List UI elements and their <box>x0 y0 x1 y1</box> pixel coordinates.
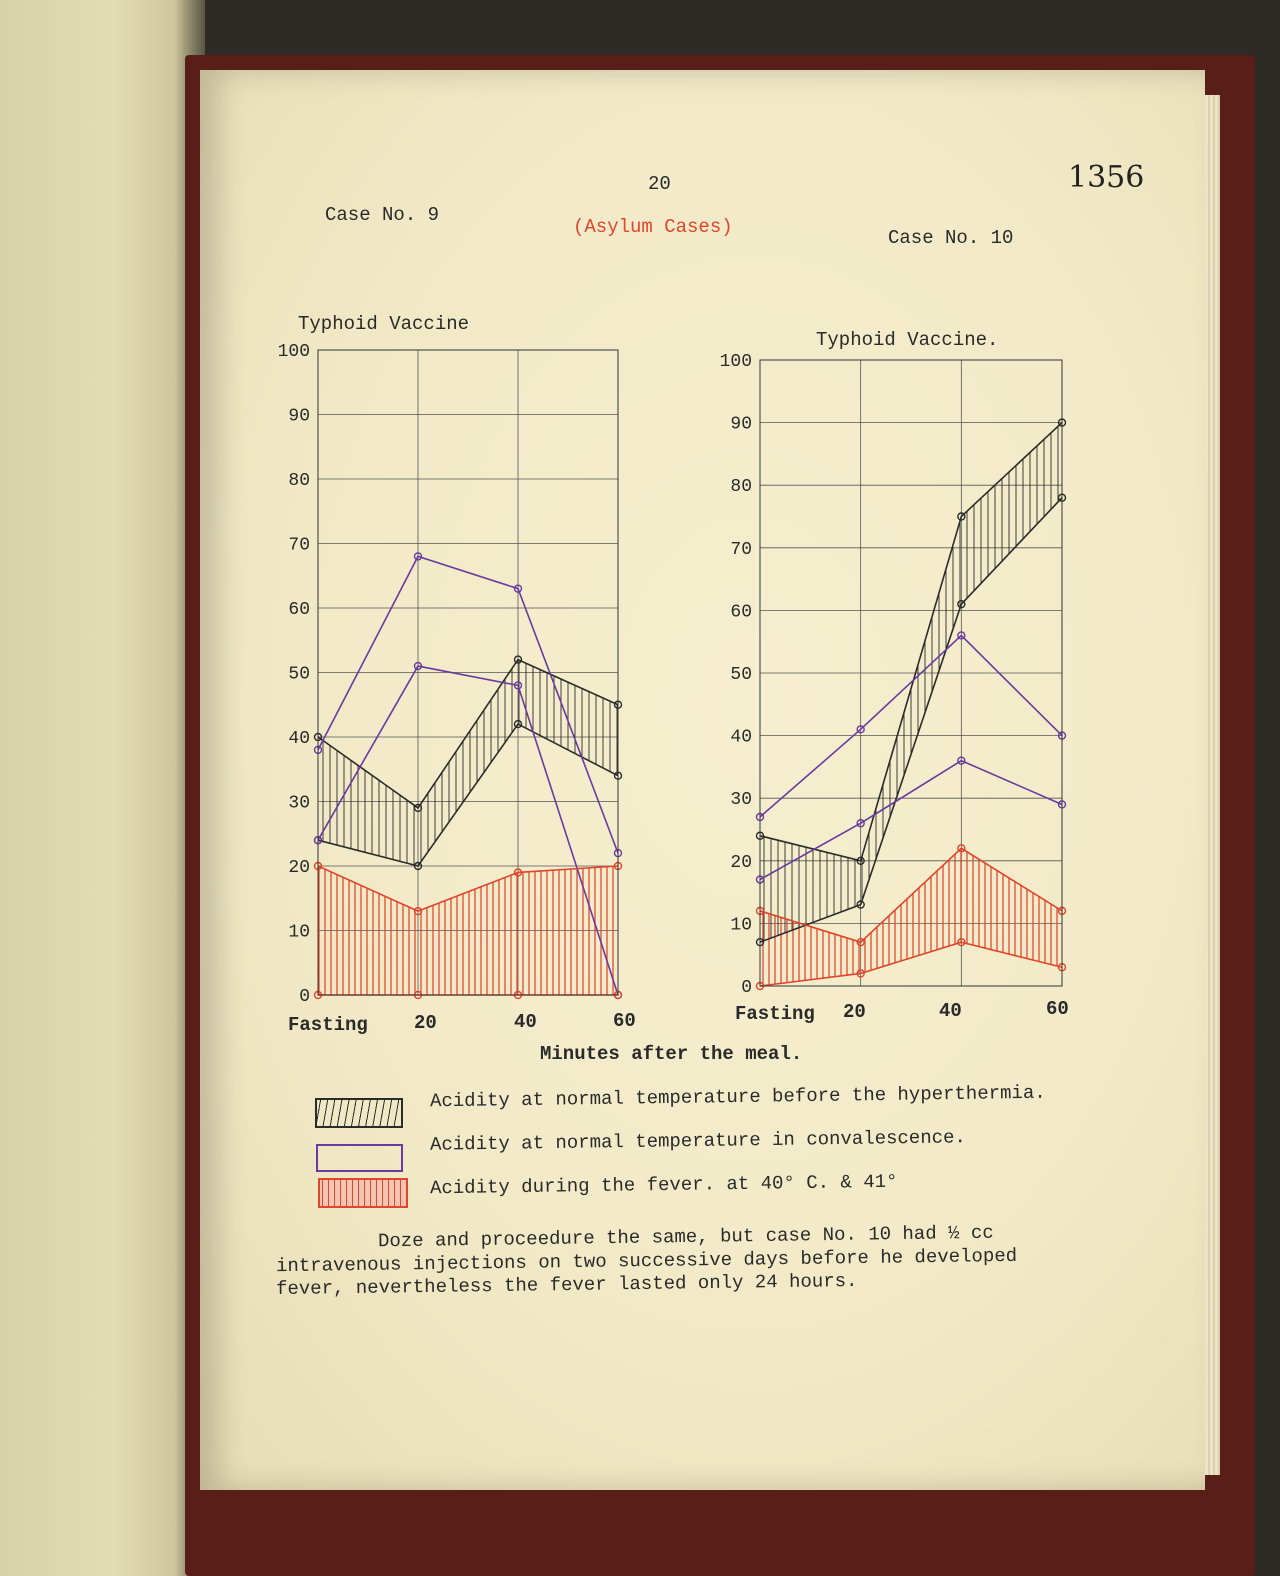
y-tick-label: 40 <box>288 729 310 749</box>
legend-label-fever: Acidity during the fever. at 40° C. & 41° <box>429 1170 898 1200</box>
y-tick-label: 30 <box>730 790 752 811</box>
asylum-cases-note: (Asylum Cases) <box>573 216 733 238</box>
legend-label-convalescence: Acidity at normal temperature in convalescence. <box>429 1126 967 1156</box>
y-tick-label: 10 <box>730 915 752 936</box>
y-tick-label: 50 <box>288 664 310 685</box>
caption-line: fever, nevertheless the fever lasted only 24 hours. <box>275 1269 858 1301</box>
legend-swatch-fever <box>318 1178 408 1208</box>
x-axis-label: Minutes after the meal. <box>540 1043 803 1065</box>
page-number: 20 <box>648 173 671 195</box>
y-tick-label: 80 <box>730 477 752 498</box>
y-tick-label: 0 <box>299 987 310 1007</box>
y-tick-label: 70 <box>730 539 752 560</box>
y-tick-label: 0 <box>741 978 752 998</box>
y-tick-label: 20 <box>730 852 752 873</box>
y-tick-label: 60 <box>730 602 752 623</box>
y-tick-label: 60 <box>288 600 310 620</box>
y-tick-label: 100 <box>277 342 310 362</box>
chart-1-xtick: 40 <box>514 1011 537 1033</box>
chart-case-9 <box>278 342 622 1007</box>
y-tick-label: 90 <box>730 414 752 435</box>
y-tick-label: 20 <box>288 858 310 878</box>
chart-2-xtick: 60 <box>1046 998 1069 1020</box>
chart-case-10 <box>720 352 1066 998</box>
band-fever <box>318 866 618 995</box>
y-tick-label: 40 <box>730 727 752 748</box>
y-tick-label: 30 <box>288 793 310 814</box>
legend-swatch-before <box>315 1098 403 1128</box>
archive-number: 1356 <box>1068 160 1145 195</box>
y-tick-label: 90 <box>288 406 310 427</box>
y-tick-label: 80 <box>288 471 310 491</box>
y-tick-label: 100 <box>719 352 752 372</box>
y-tick-label: 70 <box>288 535 310 556</box>
legend-label-before: Acidity at normal temperature before the hyperthermia. <box>429 1081 1046 1113</box>
legend-swatch-convalescence <box>316 1144 403 1172</box>
chart-2-xtick: 20 <box>843 1001 866 1023</box>
chart-2-title: Typhoid Vaccine. <box>816 329 999 351</box>
chart-2-xtick: 40 <box>939 1000 962 1022</box>
y-tick-label: 50 <box>730 665 752 685</box>
chart-1-xtick: Fasting <box>288 1014 368 1036</box>
chart-1-xtick: 20 <box>414 1012 437 1034</box>
caption-line: Doze and proceedure the same, but case No. 10 had ½ cc <box>377 1221 994 1253</box>
caption-line: intravenous injections on two successive days before he developed <box>275 1244 1018 1278</box>
case-9-label: Case No. 9 <box>325 204 440 226</box>
chart-1-title: Typhoid Vaccine <box>298 313 470 335</box>
chart-2-xtick: Fasting <box>735 1003 815 1025</box>
y-tick-label: 10 <box>288 922 310 943</box>
case-10-label: Case No. 10 <box>888 227 1014 249</box>
chart-1-xtick: 60 <box>613 1010 636 1032</box>
